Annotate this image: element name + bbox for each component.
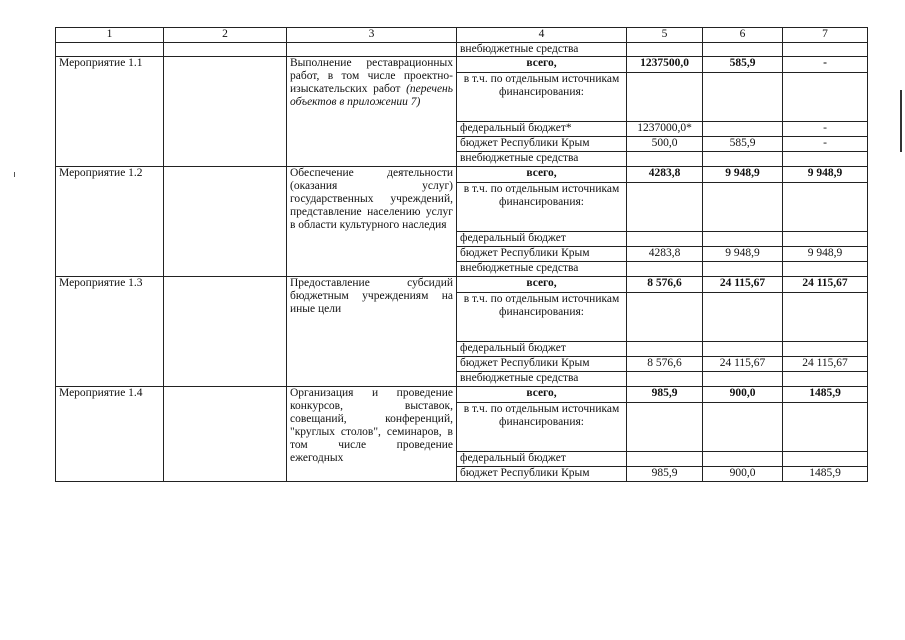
amount-cell [703,342,783,357]
measure-name-cell: Мероприятие 1.3 [56,277,164,387]
amount-cell [783,372,868,387]
amount-cell: 500,0 [627,137,703,152]
measure-description: Предоставление субсидий бюджетным учреждениям на иные цели [290,277,453,315]
funding-source-cell: в т.ч. по отдельным источникам финансирования: [457,183,627,232]
empty-cell [627,43,703,57]
funding-source-cell: бюджет Республики Крым [457,357,627,372]
empty-cell [56,43,164,57]
measure-description-note: (перечень объектов в приложении 7) [290,83,453,108]
header-cell: 2 [164,28,287,43]
amount-cell [703,452,783,467]
amount-cell: 24 115,67 [703,357,783,372]
amount-cell: 585,9 [703,57,783,73]
scan-edge-mark [900,90,902,152]
amount-cell: 9 948,9 [703,167,783,183]
amount-cell: 24 115,67 [783,277,868,293]
amount-cell: - [783,122,868,137]
measure-description: Обеспечение деятельности (оказания услуг) государственных учреждений, представление населению услуг в области культурного наследия [290,167,453,231]
total-label-cell: всего, [457,57,627,73]
amount-cell [783,342,868,357]
amount-cell [703,122,783,137]
amount-cell [703,232,783,247]
amount-cell [783,403,868,452]
empty-cell [164,387,287,482]
funding-source-cell: федеральный бюджет* [457,122,627,137]
header-cell: 6 [703,28,783,43]
empty-cell [287,43,457,57]
amount-cell: 1485,9 [783,467,868,482]
amount-cell: 24 115,67 [783,357,868,372]
amount-cell [703,152,783,167]
amount-cell: 9 948,9 [703,247,783,262]
amount-cell: 9 948,9 [783,247,868,262]
scan-tick-mark [14,172,15,177]
funding-source-cell: внебюджетные средства [457,152,627,167]
amount-cell [627,183,703,232]
amount-cell [627,293,703,342]
amount-cell: 1237500,0 [627,57,703,73]
amount-cell: 1237000,0* [627,122,703,137]
funding-source-cell: внебюджетные средства [457,262,627,277]
total-label-cell: всего, [457,387,627,403]
financing-table [55,27,868,482]
amount-cell: 8 576,6 [627,357,703,372]
amount-cell [703,403,783,452]
funding-source-cell: внебюджетные средства [457,372,627,387]
empty-cell [164,43,287,57]
header-cell: 3 [287,28,457,43]
measure-description-cell [287,277,457,387]
funding-source-cell: в т.ч. по отдельным источникам финансирования: [457,73,627,122]
amount-cell [783,452,868,467]
funding-source-cell: бюджет Республики Крым [457,247,627,262]
funding-source-cell: бюджет Республики Крым [457,467,627,482]
amount-cell [627,152,703,167]
header-cell: 7 [783,28,868,43]
header-cell: 4 [457,28,627,43]
measure-name-cell: Мероприятие 1.4 [56,387,164,482]
amount-cell: 900,0 [703,387,783,403]
funding-source-cell: внебюджетные средства [457,43,627,57]
table-row [56,167,868,183]
amount-cell [703,73,783,122]
amount-cell [627,73,703,122]
amount-cell: 1485,9 [783,387,868,403]
amount-cell [703,262,783,277]
total-label-cell: всего, [457,277,627,293]
table-row [56,277,868,293]
amount-cell [783,232,868,247]
amount-cell [783,152,868,167]
funding-source-cell: федеральный бюджет [457,452,627,467]
funding-source-cell: федеральный бюджет [457,342,627,357]
funding-source-cell: федеральный бюджет [457,232,627,247]
header-cell: 5 [627,28,703,43]
amount-cell: 8 576,6 [627,277,703,293]
amount-cell: 900,0 [703,467,783,482]
table-row [56,387,868,403]
measure-description-cell [287,167,457,277]
empty-cell [164,167,287,277]
measure-description-cell [287,57,457,167]
amount-cell: - [783,57,868,73]
amount-cell [703,372,783,387]
amount-cell [783,183,868,232]
measure-name-cell: Мероприятие 1.1 [56,57,164,167]
amount-cell: 9 948,9 [783,167,868,183]
amount-cell [783,73,868,122]
amount-cell [703,183,783,232]
amount-cell: 4283,8 [627,167,703,183]
table-row [56,57,868,73]
funding-source-cell: в т.ч. по отдельным источникам финансирования: [457,403,627,452]
amount-cell: 4283,8 [627,247,703,262]
amount-cell [703,293,783,342]
amount-cell: 24 115,67 [703,277,783,293]
amount-cell: - [783,137,868,152]
measure-description: Организация и проведение конкурсов, выставок, совещаний, конференций, "круглых столов", семинаров, в том числе проведение ежегодных [290,387,453,464]
empty-cell [164,277,287,387]
amount-cell [627,403,703,452]
amount-cell: 985,9 [627,467,703,482]
amount-cell [627,262,703,277]
measure-description: Выполнение реставрационных работ, в том числе проектно-изыскательских работ [290,57,453,95]
header-cell: 1 [56,28,164,43]
total-label-cell: всего, [457,167,627,183]
amount-cell [627,232,703,247]
amount-cell: 585,9 [703,137,783,152]
empty-cell [783,43,868,57]
funding-source-cell: в т.ч. по отдельным источникам финансирования: [457,293,627,342]
amount-cell [783,293,868,342]
header-row [56,28,868,43]
amount-cell: 985,9 [627,387,703,403]
amount-cell [627,372,703,387]
measure-name-cell: Мероприятие 1.2 [56,167,164,277]
measure-description-cell [287,387,457,482]
amount-cell [627,452,703,467]
funding-source-cell: бюджет Республики Крым [457,137,627,152]
amount-cell [627,342,703,357]
empty-cell [164,57,287,167]
amount-cell [783,262,868,277]
carryover-row [56,43,868,57]
empty-cell [703,43,783,57]
